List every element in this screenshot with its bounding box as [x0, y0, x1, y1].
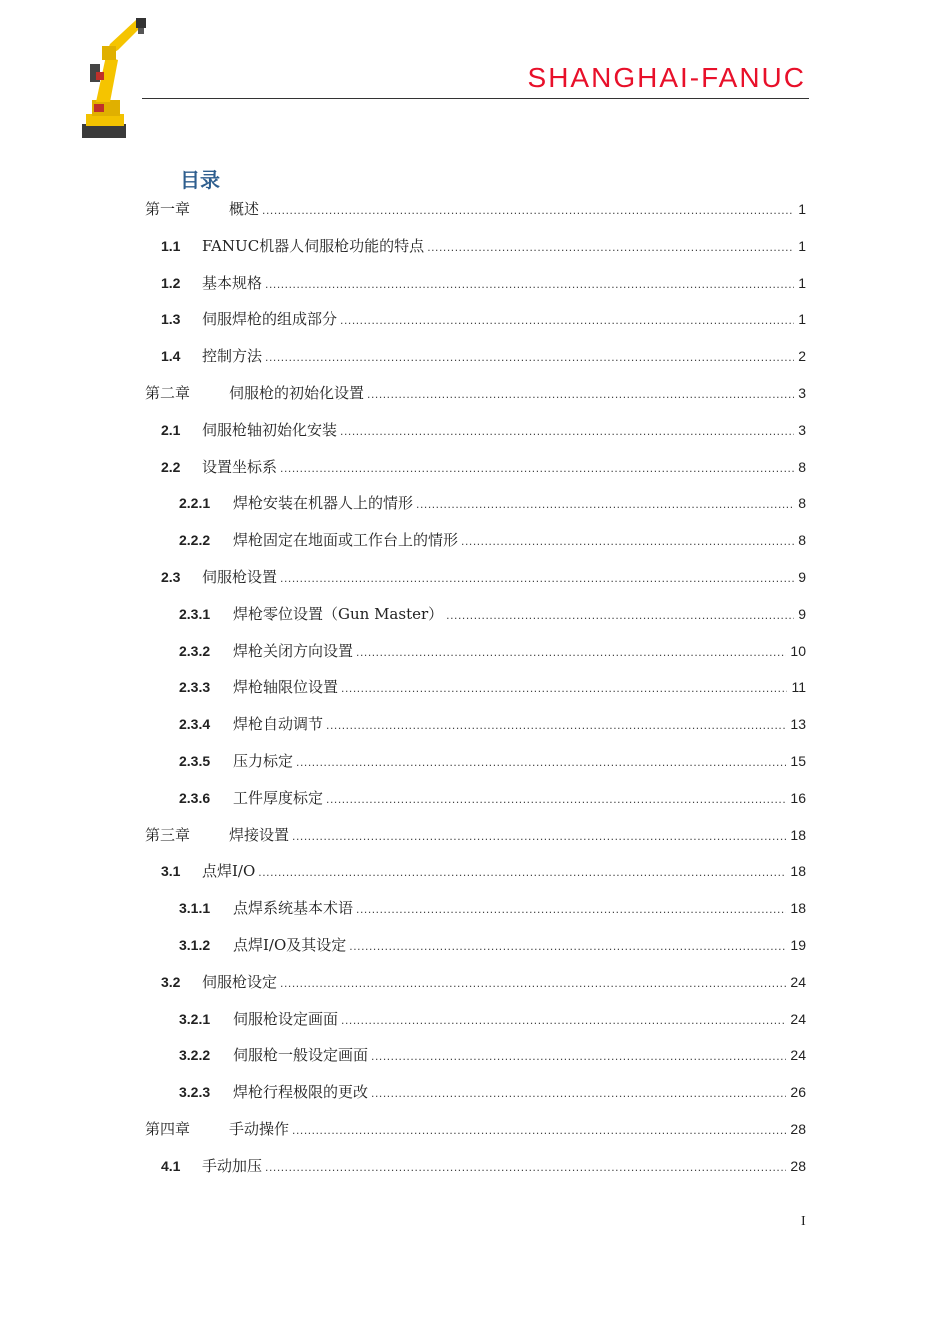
toc-entry-page: 1 — [798, 201, 806, 217]
toc-entry-page: 8 — [798, 532, 806, 549]
toc-entry-number: 3.2.3 — [179, 1084, 211, 1101]
toc-entry-page: 3 — [798, 421, 806, 438]
toc-entry-page: 24 — [790, 1047, 806, 1064]
toc-entry[interactable] — [179, 640, 806, 662]
toc-entry-number: 2.2.1 — [179, 495, 211, 512]
toc-entry-number: 第三章 — [145, 825, 191, 844]
dot-leader — [265, 350, 794, 364]
toc-entry-number: 3.1.2 — [179, 937, 211, 953]
toc-entry-title: 点焊I/O及其设定 — [233, 936, 347, 954]
toc-entry-page: 10 — [790, 642, 806, 659]
dot-leader — [371, 1049, 786, 1063]
toc-entry-page: 1 — [798, 274, 806, 291]
toc-entry-title: 工件厚度标定 — [233, 788, 324, 807]
dot-leader — [340, 424, 794, 438]
toc-entry-page: 18 — [790, 900, 806, 917]
toc-entry[interactable] — [161, 1155, 806, 1177]
toc-entry-number: 3.2 — [161, 973, 181, 990]
dot-leader — [349, 939, 786, 953]
toc-entry-title: 焊枪固定在地面或工作台上的情形 — [233, 531, 459, 550]
toc-entry-page: 1 — [798, 311, 806, 328]
toc-entry[interactable] — [161, 456, 806, 478]
toc-entry-number: 3.1 — [161, 863, 181, 880]
toc-entry[interactable] — [179, 897, 806, 919]
toc-title: 目录 — [180, 168, 220, 192]
dot-leader — [341, 1013, 786, 1027]
toc-entry-title: 焊枪零位设置（Gun Master） — [233, 604, 444, 623]
toc-entry-title: 手动操作 — [229, 1120, 290, 1138]
toc-entry-title: 设置坐标系 — [202, 457, 278, 476]
toc-entry-title: 伺服枪设定 — [202, 972, 278, 991]
toc-entry[interactable] — [179, 934, 806, 956]
dot-leader — [341, 681, 787, 695]
dot-leader — [262, 203, 794, 217]
toc-entry-title: 点焊系统基本术语 — [233, 899, 354, 918]
toc-entry-number: 第二章 — [145, 384, 191, 402]
dot-leader — [265, 277, 794, 291]
toc-entry-page: 3 — [798, 385, 806, 401]
dot-leader — [265, 1160, 786, 1174]
toc-entry-title: 伺服枪轴初始化安装 — [202, 420, 338, 439]
toc-entry[interactable] — [161, 971, 806, 993]
toc-entry-number: 2.3 — [161, 569, 181, 585]
toc-entry[interactable] — [179, 750, 806, 772]
dot-leader — [292, 1123, 786, 1137]
toc-entry-title: 伺服枪设置 — [202, 568, 278, 586]
toc-entry[interactable] — [179, 713, 806, 735]
toc-entry-page: 13 — [790, 716, 806, 733]
toc-entry[interactable] — [145, 1118, 806, 1140]
toc-entry-page: 8 — [798, 458, 806, 475]
toc-entry-number: 3.2.1 — [179, 1010, 211, 1027]
toc-entry[interactable] — [179, 787, 806, 809]
toc-entry[interactable] — [145, 824, 806, 846]
toc-entry-number: 第一章 — [145, 200, 191, 218]
toc-entry[interactable] — [161, 345, 806, 367]
toc-entry-number: 1.2 — [161, 274, 181, 291]
toc-entry-title: 压力标定 — [233, 752, 294, 770]
toc-entry-page: 19 — [790, 937, 806, 953]
toc-entry-page: 11 — [791, 679, 806, 696]
dot-leader — [356, 902, 786, 916]
industrial-robot-arm-icon — [74, 16, 154, 142]
toc-entry-page: 26 — [790, 1084, 806, 1101]
toc-entry-number: 2.3.6 — [179, 789, 211, 806]
toc-entry-title: 伺服枪一般设定画面 — [233, 1046, 369, 1065]
dot-leader — [427, 240, 794, 254]
toc-entry-page: 28 — [790, 1121, 806, 1137]
toc-entry-page: 28 — [790, 1157, 806, 1174]
toc-entry-title: 焊枪关闭方向设置 — [233, 641, 354, 660]
toc-entry[interactable] — [179, 492, 806, 514]
toc-entry-page: 9 — [798, 605, 806, 622]
dot-leader — [292, 829, 786, 843]
dot-leader — [326, 718, 786, 732]
toc-entry-title: 焊接设置 — [229, 825, 290, 844]
toc-entry[interactable] — [179, 529, 806, 551]
dot-leader — [340, 313, 794, 327]
dot-leader — [280, 571, 794, 585]
toc-entry-number: 2.2 — [161, 458, 181, 475]
toc-entry-number: 2.3.4 — [179, 716, 211, 733]
toc-entry-number: 1.4 — [161, 348, 181, 365]
toc-entry[interactable] — [161, 235, 806, 257]
toc-entry[interactable] — [161, 308, 806, 330]
dot-leader — [461, 534, 794, 548]
toc-entry-title: 伺服枪的初始化设置 — [229, 384, 365, 402]
toc-entry-title: 焊枪轴限位设置 — [233, 678, 339, 697]
toc-entry[interactable] — [179, 1081, 806, 1103]
toc-entry-page: 15 — [790, 753, 806, 769]
toc-entry-page: 16 — [790, 789, 806, 806]
toc-entry-number: 2.3.5 — [179, 753, 211, 769]
dot-leader — [367, 387, 794, 401]
header-rule — [142, 98, 809, 99]
toc-entry-number: 1.1 — [161, 237, 181, 254]
toc-entry-title: 概述 — [229, 200, 260, 218]
toc-entry-title: 焊枪安装在机器人上的情形 — [233, 494, 414, 513]
toc-entry-number: 3.1.1 — [179, 900, 211, 917]
toc-entry-page: 8 — [798, 495, 806, 512]
toc-entry-page: 9 — [798, 569, 806, 585]
toc-entry[interactable] — [161, 272, 806, 294]
toc-entry[interactable] — [145, 198, 806, 220]
toc-entry-number: 2.3.3 — [179, 679, 211, 696]
toc-entry-number: 2.1 — [161, 421, 181, 438]
toc-entry-title: 伺服焊枪的组成部分 — [202, 310, 338, 329]
toc-entry-number: 3.2.2 — [179, 1047, 211, 1064]
toc-entry-page: 24 — [790, 1010, 806, 1027]
dot-leader — [356, 645, 786, 659]
toc-entry-number: 第四章 — [145, 1120, 191, 1138]
page-number: I — [801, 1214, 806, 1229]
dot-leader — [446, 608, 794, 622]
toc-entry[interactable] — [179, 1044, 806, 1066]
toc-entry-title: 点焊I/O — [202, 862, 256, 881]
toc-entry-title: 焊枪自动调节 — [233, 715, 324, 734]
dot-leader — [280, 976, 786, 990]
toc-entry-number: 2.3.2 — [179, 642, 211, 659]
toc-entry-title: 基本规格 — [202, 273, 263, 292]
toc-entry-title: 控制方法 — [202, 347, 263, 366]
toc-entry-number: 1.3 — [161, 311, 181, 328]
dot-leader — [280, 461, 794, 475]
toc-entry-title: 焊枪行程极限的更改 — [233, 1083, 369, 1102]
toc-entry-page: 18 — [790, 863, 806, 880]
dot-leader — [416, 497, 794, 511]
dot-leader — [371, 1086, 786, 1100]
toc-entry-page: 2 — [798, 348, 806, 365]
toc-entry-page: 18 — [790, 826, 806, 843]
dot-leader — [296, 755, 786, 769]
toc-entry[interactable] — [161, 566, 806, 588]
toc-entry-page: 24 — [790, 973, 806, 990]
toc-entry-number: 2.2.2 — [179, 532, 211, 549]
toc-entry-page: 1 — [798, 237, 806, 254]
toc-entry[interactable] — [179, 676, 806, 698]
dot-leader — [326, 792, 786, 806]
toc-entry-title: FANUC机器人伺服枪功能的特点 — [202, 236, 425, 255]
toc-entry[interactable] — [161, 860, 806, 882]
toc-entry-number: 4.1 — [161, 1157, 181, 1174]
toc-entry-title: 伺服枪设定画面 — [233, 1009, 339, 1028]
toc-entry[interactable] — [179, 603, 806, 625]
toc-entry[interactable] — [145, 382, 806, 404]
toc-entry-number: 2.3.1 — [179, 605, 211, 622]
toc-entry[interactable] — [161, 419, 806, 441]
brand-header: SHANGHAI-FANUC — [527, 62, 806, 93]
toc-entry-title: 手动加压 — [202, 1156, 263, 1175]
dot-leader — [258, 865, 786, 879]
toc-entry[interactable] — [179, 1008, 806, 1030]
